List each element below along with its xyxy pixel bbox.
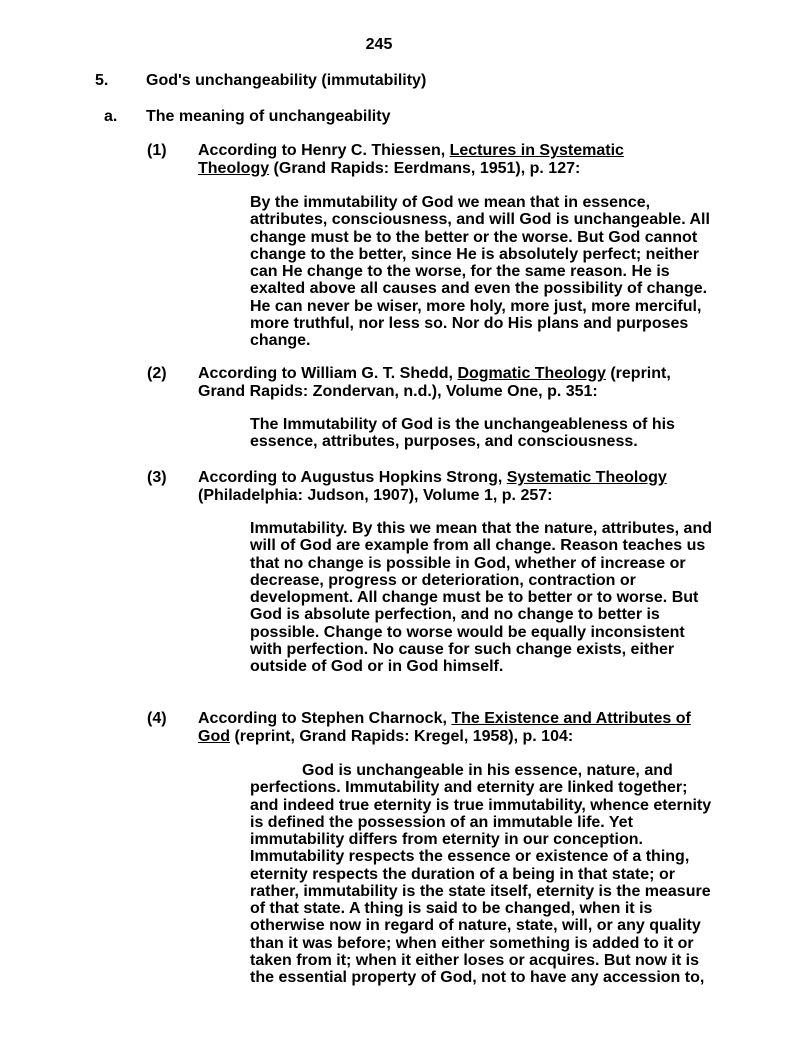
citation-book-title: Lectures in Systematic Theology xyxy=(198,142,624,177)
subsection-letter: a. xyxy=(104,108,118,125)
entry-number: (1) xyxy=(147,142,167,159)
citation-publication: (reprint, Grand Rapids: Zondervan, n.d.), Volume One, p. 351: xyxy=(198,365,671,400)
subsection-title: The meaning of unchangeability xyxy=(146,108,391,125)
citation-book-title: The Existence and Attributes of God xyxy=(198,710,691,745)
block-quote-text: God is unchangeable in his essence, nature, and perfections. Immutability and eternity are linked together; and indeed true eternity is true immutability, whence eternity is defined the possession of an immutable life. Yet immutability differs from eternity in our conception. Immutability respects the essence or existence of a thing, eternity respects the duration of a being in that state; or rather, immutability is the state itself, eternity is the measure of that state. A thing is said to be changed, when it is otherwise now in regard of nature, state, will, or any quality than it was before; when either something is added to it or taken from it; when it either loses or acquires. But now it is the essential property of God, not to have any accession to, xyxy=(250,762,712,986)
entry-number: (3) xyxy=(147,469,167,486)
page-number: 245 xyxy=(365,36,393,53)
section-number: 5. xyxy=(95,72,109,89)
entry-citation xyxy=(198,469,718,505)
citation-book-title: Dogmatic Theology xyxy=(457,365,606,382)
citation-author: According to Henry C. Thiessen, xyxy=(198,142,450,159)
entry-citation xyxy=(198,142,668,178)
citation-book-title: Systematic Theology xyxy=(506,469,667,486)
block-quote: By the immutability of God we mean that in essence, attributes, consciousness, and will God is unchangeable. All change must be to the better or the worse. But God cannot change to the better, since He is absolutely perfect; neither can He change to the worse, for the same reason. He is exalted above all causes and even the possibility of change. He can never be wiser, more holy, more just, more merciful, more truthful, nor less so. Nor do His plans and purposes change. xyxy=(250,194,710,349)
citation-author: According to William G. T. Shedd, xyxy=(198,365,458,382)
citation-publication: (Philadelphia: Judson, 1907), Volume 1, p. 257: xyxy=(198,487,553,504)
block-quote: Immutability. By this we mean that the nature, attributes, and will of God are example from all change. Reason teaches us that no change is possible in God, whether of increase or decrease, progress or deterioration, contraction or development. All change must be to better or to worse. But God is absolute perfection, and no change to better is possible. Change to worse would be equally inconsistent with perfection. No cause for such change exists, either outside of God or in God himself. xyxy=(250,520,712,675)
citation-publication: (Grand Rapids: Eerdmans, 1951), p. 127: xyxy=(269,160,581,177)
entry-number: (2) xyxy=(147,365,167,382)
block-quote: The Immutability of God is the unchangeableness of his essence, attributes, purposes, and consciousness. xyxy=(250,416,675,451)
section-title: God's unchangeability (immutability) xyxy=(146,72,427,89)
citation-publication: (reprint, Grand Rapids: Kregel, 1958), p. 104: xyxy=(230,728,574,745)
citation-author: According to Augustus Hopkins Strong, xyxy=(198,469,507,486)
entry-citation xyxy=(198,365,718,401)
block-quote xyxy=(250,762,712,986)
entry-number: (4) xyxy=(147,710,167,727)
citation-author: According to Stephen Charnock, xyxy=(198,710,452,727)
entry-citation xyxy=(198,710,713,746)
